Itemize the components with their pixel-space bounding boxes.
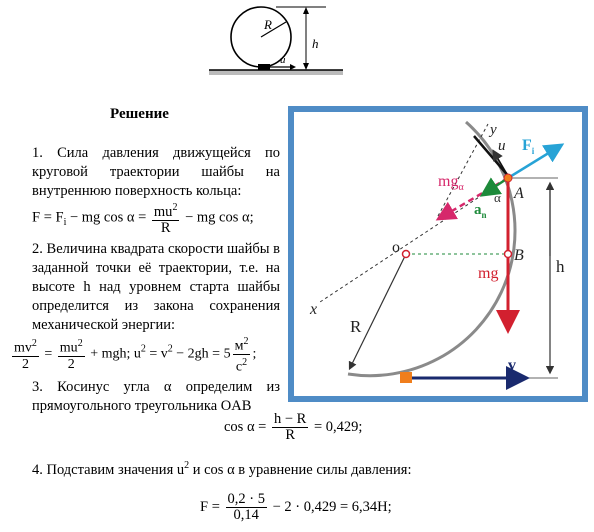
- eq2-mid-sup: 2: [140, 343, 146, 355]
- label-y: y: [490, 122, 497, 138]
- top-r-label: R: [264, 17, 272, 32]
- label-x: x: [310, 301, 318, 318]
- label-mg: mg: [478, 265, 499, 282]
- solution-title: Решение: [110, 106, 169, 122]
- label-alpha: α: [494, 190, 501, 205]
- top-u-arrow-head: [290, 64, 296, 70]
- eq3-left: cos α =: [224, 418, 270, 435]
- eq1-right: − mg cos α;: [181, 209, 254, 226]
- eq2-f3-num: м: [234, 338, 244, 354]
- top-h-label: h: [312, 36, 319, 51]
- eq2-fraction-2: [58, 336, 85, 372]
- height-arrow-head-top: [303, 7, 309, 14]
- eq2-mid2: = v: [145, 346, 168, 362]
- eq1-den: R: [160, 219, 171, 236]
- paragraph-4: [32, 456, 411, 480]
- label-f-sub: i: [531, 146, 535, 156]
- label-o: o: [392, 239, 400, 256]
- eq3-right: = 0,429;: [310, 418, 363, 435]
- eq1-mid: − mg cos α =: [66, 209, 150, 226]
- label-an-sub: n: [481, 210, 487, 220]
- equation-4: [200, 492, 392, 523]
- paragraph-3: 3. Косинус угла α определим из прямоугольного треугольника OAB: [32, 379, 280, 414]
- eq4-fraction: [226, 492, 267, 523]
- eq3-fraction: [272, 412, 308, 443]
- eq1-num-sup: 2: [172, 202, 178, 213]
- p4-a: 4. Подставим значения u: [32, 461, 185, 478]
- eq2-mid2-sup: 2: [167, 343, 173, 355]
- point-a: [504, 174, 512, 182]
- point-o: [403, 251, 410, 258]
- label-an-text: a: [474, 202, 482, 218]
- eq2-f3-den-sup: 2: [242, 356, 248, 368]
- label-v: v: [508, 357, 516, 374]
- eq3-den: R: [285, 427, 295, 443]
- equation-1: [32, 200, 254, 236]
- eq2-f2-den: 2: [67, 356, 75, 372]
- eq2-eqsign: =: [40, 346, 56, 362]
- equation-3: [224, 412, 362, 443]
- eq2-end: ;: [252, 346, 257, 362]
- physics-diagram: [288, 106, 590, 404]
- label-mg-alpha-sub: α: [458, 182, 464, 193]
- top-u-label: u: [280, 54, 286, 66]
- label-h: h: [556, 257, 565, 276]
- label-u: u: [498, 138, 506, 154]
- eq2-f1-num-sup: 2: [31, 338, 37, 350]
- label-r: R: [350, 317, 362, 336]
- eq1-left: F = F: [32, 209, 64, 226]
- eq2-f3-num-sup: 2: [243, 336, 249, 347]
- eq1-left-sub: i: [63, 217, 67, 229]
- eq4-left: F =: [200, 498, 224, 515]
- eq4-right: − 2 · 0,429 = 6,34H;: [268, 498, 392, 515]
- eq4-den: 0,14: [233, 507, 259, 523]
- p4-sup: 2: [184, 460, 190, 471]
- label-a: A: [514, 185, 524, 202]
- puck: [258, 64, 270, 70]
- label-f-text: F: [522, 137, 532, 154]
- puck-bottom: [400, 372, 412, 383]
- eq2-f1-den: 2: [21, 356, 29, 372]
- eq2-f2-num: mu: [59, 340, 78, 356]
- eq2-fraction-1: [12, 336, 39, 372]
- paragraph-1: 1. Сила давления движущейся по круговой траектории шайбы на внутреннюю поверхность кольца:: [32, 145, 280, 199]
- paragraph-2: 2. Величина квадрата скорости шайбы в заданной точки её траектории, т.е. на высоте h над уровнем старта шайбы определится из закона сохранения механической энергии:: [32, 241, 280, 333]
- eq1-num: mu: [153, 203, 173, 220]
- point-b: [505, 251, 512, 258]
- height-arrow-head-bottom: [303, 63, 309, 70]
- equation-2: [10, 334, 256, 374]
- label-mg-alpha-text: mg: [438, 173, 459, 190]
- top-diagram: [206, 0, 346, 82]
- label-b: B: [514, 247, 524, 264]
- eq2-f3-den: c: [235, 359, 243, 375]
- eq2-f1-num: mv: [14, 340, 32, 356]
- p4-b: и cos α в уравнение силы давления:: [189, 461, 412, 478]
- eq2-mid: + mgh; u: [86, 346, 141, 362]
- eq4-num: 0,2 · 5: [227, 491, 265, 507]
- eq2-mid3: − 2gh = 5: [172, 346, 231, 362]
- eq2-fraction-3: [233, 334, 251, 374]
- eq2-f2-num-sup: 2: [77, 338, 83, 350]
- eq3-num: h − R: [273, 411, 307, 427]
- eq1-fraction: [152, 200, 180, 236]
